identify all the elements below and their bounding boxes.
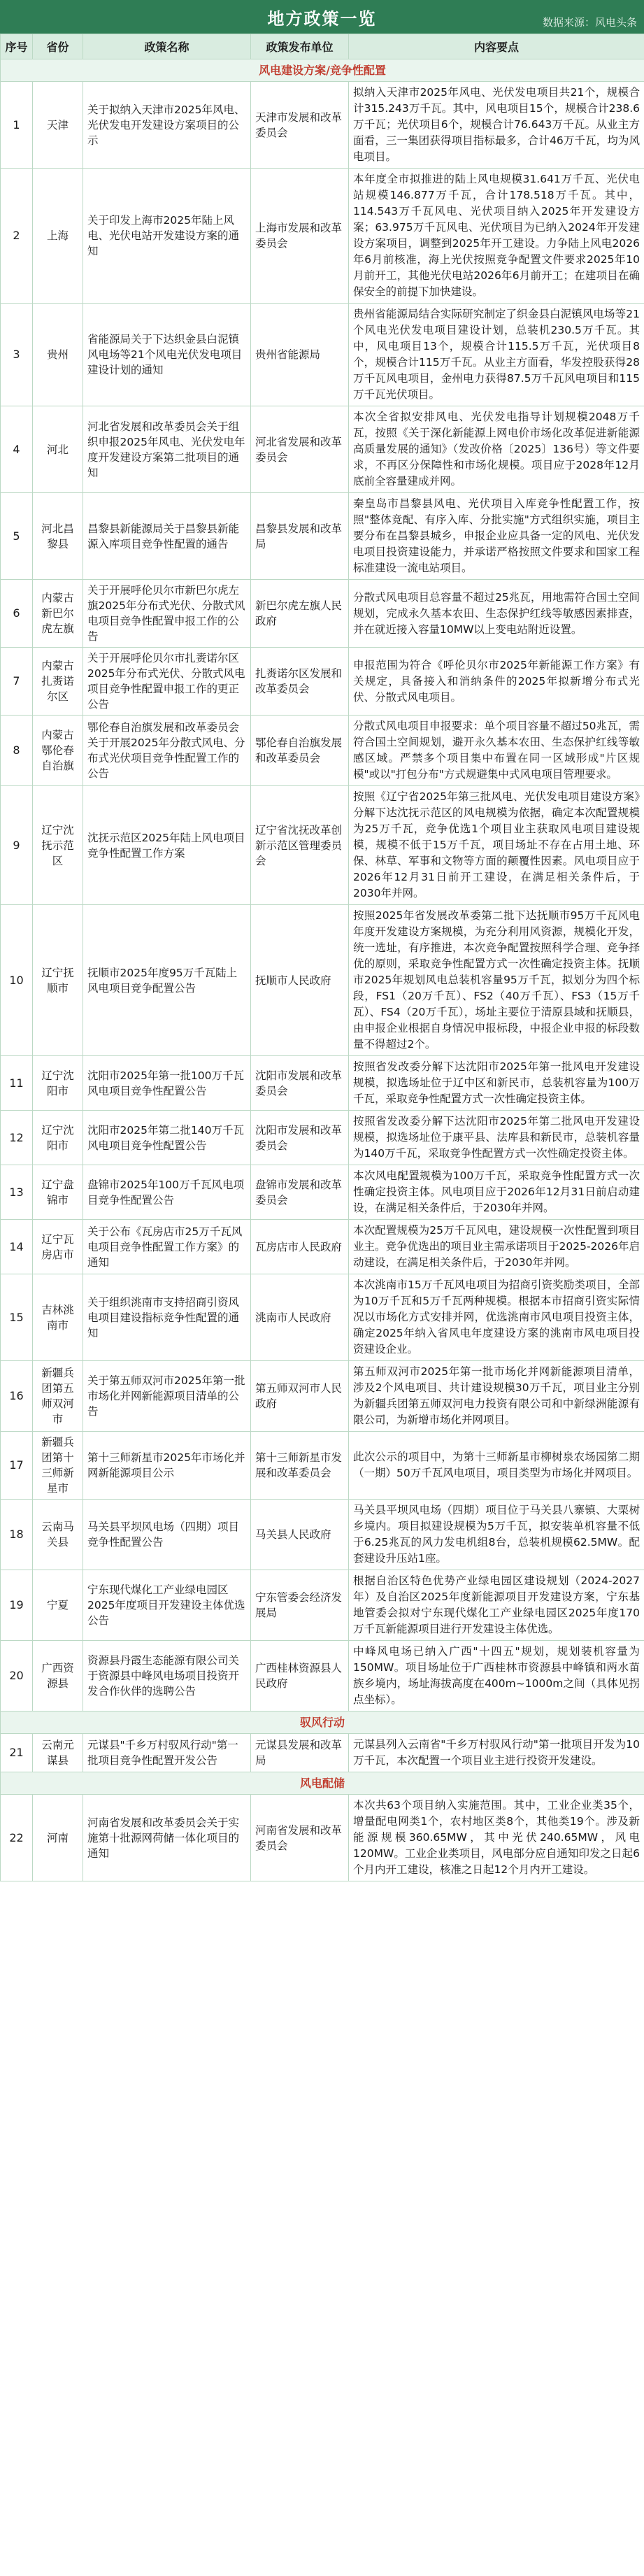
section-header-row [1, 59, 644, 82]
row-issuer: 河北省发展和改革委员会 [251, 406, 349, 493]
table-row [1, 1111, 644, 1165]
row-policy-name: 宁东现代煤化工产业绿电园区2025年度项目开发建设主体优选公告 [83, 1570, 251, 1641]
row-policy-name: 省能源局关于下达织金县白泥镇风电场等21个风电光伏发电项目建设计划的通知 [83, 304, 251, 406]
row-province: 辽宁沈抚示范区 [33, 786, 83, 905]
col-header-province: 省份 [33, 34, 83, 59]
table-row [1, 493, 644, 580]
row-number: 7 [1, 648, 33, 716]
row-content: 根据自治区特色优势产业绿电园区建设规划（2024-2027年）及自治区2025年度新能源项目开发建设方案，宁东基地管委会拟对宁东现代煤化工产业绿电园区2025年度170万千瓦新能源项目进行开发建设主体优选。 [349, 1570, 644, 1641]
table-row [1, 406, 644, 493]
col-header-policy-name: 政策名称 [83, 34, 251, 59]
row-issuer: 沈阳市发展和改革委员会 [251, 1111, 349, 1165]
row-issuer: 贵州省能源局 [251, 304, 349, 406]
row-policy-name: 关于第五师双河市2025年第一批市场化并网新能源项目清单的公告 [83, 1361, 251, 1432]
row-province: 内蒙古鄂伦春自治旗 [33, 716, 83, 786]
col-header-issuer: 政策发布单位 [251, 34, 349, 59]
row-number: 4 [1, 406, 33, 493]
row-province: 云南马关县 [33, 1500, 83, 1570]
row-province: 广西资源县 [33, 1641, 83, 1712]
policy-table [0, 34, 644, 1881]
row-content: 中峰风电场已纳入广西"十四五"规划，规划装机容量为150MW。项目场址位于广西桂林市资源县中峰镇和两水苗族乡境内，场址海拔高度在400m~1000m之间（具体见拐点坐标）。 [349, 1641, 644, 1712]
row-policy-name: 关于开展呼伦贝尔市新巴尔虎左旗2025年分布式光伏、分散式风电项目竞争性配置申报工作的公告 [83, 580, 251, 648]
row-issuer: 天津市发展和改革委员会 [251, 82, 349, 169]
row-policy-name: 鄂伦春自治旗发展和改革委员会关于开展2025年分散式风电、分布式光伏项目竞争性配置工作的公告 [83, 716, 251, 786]
row-issuer: 抚顺市人民政府 [251, 905, 349, 1056]
row-province: 内蒙古新巴尔虎左旗 [33, 580, 83, 648]
row-policy-name: 抚顺市2025年度95万千瓦陆上风电项目竞争配置公告 [83, 905, 251, 1056]
table-header-row [1, 34, 644, 59]
row-content: 本次洮南市15万千瓦风电项目为招商引资奖励类项目，全部为10万千瓦和5万千瓦两种规模。根据本市招商引资实际情况以市场化方式安排并网，优选洮南市风电项目投资主体，确定2025年纳入省风电年度建设方案的洮南市风电项目投资建设企业。 [349, 1274, 644, 1361]
row-province: 吉林洮南市 [33, 1274, 83, 1361]
row-issuer: 瓦房店市人民政府 [251, 1220, 349, 1274]
row-province: 新疆兵团第五师双河市 [33, 1361, 83, 1432]
col-header-no: 序号 [1, 34, 33, 59]
row-number: 22 [1, 1795, 33, 1881]
table-row [1, 1795, 644, 1881]
row-content: 本次共63个项目纳入实施范围。其中，工业企业类35个，增量配电网类1个，农村地区类8个，其他类19个。涉及新能源规模360.65MW，其中光伏240.65MW，风电120MW。工业企业类项目，风电部分应自通知印发之日起6个月内开工建设，核准之日起12个月内开工建设。 [349, 1795, 644, 1881]
section-header-row [1, 1712, 644, 1734]
row-content: 元谋县列入云南省"千乡万村驭风行动"第一批项目开发为10万千瓦，本次配置一个项目业主进行投资开发建设。 [349, 1734, 644, 1772]
row-province: 宁夏 [33, 1570, 83, 1641]
table-row [1, 580, 644, 648]
data-source: 数据来源：风电头条 [542, 16, 637, 29]
row-number: 18 [1, 1500, 33, 1570]
row-policy-name: 马关县平坝风电场（四期）项目竞争性配置公告 [83, 1500, 251, 1570]
row-number: 13 [1, 1165, 33, 1220]
row-province: 辽宁抚顺市 [33, 905, 83, 1056]
section-title: 风电配储 [1, 1772, 644, 1795]
col-header-content: 内容要点 [349, 34, 644, 59]
row-issuer: 第十三师新星市发展和改革委员会 [251, 1432, 349, 1500]
title-bar [0, 0, 644, 34]
row-province: 云南元谋县 [33, 1734, 83, 1772]
row-content: 按照省发改委分解下达沈阳市2025年第一批风电开发建设规模，拟选场址位于辽中区和新民市，总装机容量为100万千瓦，采取竞争性配置方式一次性确定投资主体。 [349, 1056, 644, 1111]
row-policy-name: 关于开展呼伦贝尔市扎赉诺尔区2025年分布式光伏、分散式风电项目竞争性配置申报工作的更正公告 [83, 648, 251, 716]
row-content: 本次配置规模为25万千瓦风电，建设规模一次性配置到项目业主。竞争优选出的项目业主需承诺项目于2025-2026年启动建设，在满足相关条件后，于2030年并网。 [349, 1220, 644, 1274]
row-issuer: 盘锦市发展和改革委员会 [251, 1165, 349, 1220]
row-policy-name: 河南省发展和改革委员会关于实施第十批源网荷储一体化项目的通知 [83, 1795, 251, 1881]
table-body [1, 59, 644, 1881]
page-title: 地方政策一览 [267, 8, 377, 29]
row-content: 分散式风电项目申报要求：单个项目容量不超过50兆瓦，需符合国土空间规划，避开永久基本农田、生态保护红线等敏感区域。严禁多个项目集中布置在同一区域形成"片区规模"或以"打包分布"方式规避集中式风电项目管理要求。 [349, 716, 644, 786]
section-title: 风电建设方案/竞争性配置 [1, 59, 644, 82]
row-issuer: 辽宁省沈抚改革创新示范区管理委员会 [251, 786, 349, 905]
row-policy-name: 关于公布《瓦房店市25万千瓦风电项目竞争性配置工作方案》的通知 [83, 1220, 251, 1274]
row-issuer: 马关县人民政府 [251, 1500, 349, 1570]
row-number: 2 [1, 169, 33, 304]
table-row [1, 1056, 644, 1111]
row-number: 15 [1, 1274, 33, 1361]
row-issuer: 河南省发展和改革委员会 [251, 1795, 349, 1881]
row-issuer: 元谋县发展和改革局 [251, 1734, 349, 1772]
row-province: 辽宁瓦房店市 [33, 1220, 83, 1274]
row-content: 按照省发改委分解下达沈阳市2025年第二批风电开发建设规模，拟选场址位于康平县、法库县和新民市，总装机容量为140万千瓦，采取竞争性配置方式一次性确定投资主体。 [349, 1111, 644, 1165]
row-province: 辽宁盘锦市 [33, 1165, 83, 1220]
row-content: 秦皇岛市昌黎县风电、光伏项目入库竞争性配置工作，按照"整体竞配、有序入库、分批实施"方式组织实施，项目主要分布在昌黎县城乡，申报企业应具备一定的风电、光伏发电项目投资建设能力，并承诺严格按照文件要求和国家工程标准建设一流电站项目。 [349, 493, 644, 580]
row-issuer: 沈阳市发展和改革委员会 [251, 1056, 349, 1111]
row-province: 新疆兵团第十三师新星市 [33, 1432, 83, 1500]
row-content: 贵州省能源局结合实际研究制定了织金县白泥镇风电场等21个风电光伏发电项目建设计划，总装机230.5万千瓦。其中，风电项目13个，规模合计115.5万千瓦，光伏项目8个，规模合计115万千瓦。从业主方面看，华发控股获得28万千瓦风电项目，金州电力获得87.5万千瓦风电项目和115万千瓦光伏项目。 [349, 304, 644, 406]
table-row [1, 1500, 644, 1570]
row-policy-name: 关于拟纳入天津市2025年风电、光伏发电开发建设方案项目的公示 [83, 82, 251, 169]
row-issuer: 洮南市人民政府 [251, 1274, 349, 1361]
row-content: 拟纳入天津市2025年风电、光伏发电项目共21个，规模合计315.243万千瓦。其中，风电项目15个，规模合计238.6万千瓦；光伏项目6个，规模合计76.643万千瓦。从业主方面看，三一集团获得项目指标最多，合计46万千瓦，均为风电项目。 [349, 82, 644, 169]
table-row [1, 169, 644, 304]
row-policy-name: 关于印发上海市2025年陆上风电、光伏电站开发建设方案的通知 [83, 169, 251, 304]
row-number: 21 [1, 1734, 33, 1772]
row-content: 本次全省拟安排风电、光伏发电指导计划规模2048万千瓦，按照《关于深化新能源上网电价市场化改革促进新能源高质量发展的通知》（发改价格〔2025〕136号）等文件要求，不再区分保障性和市场化规模。项目应于2028年12月底前全容量建成并网。 [349, 406, 644, 493]
table-row [1, 1361, 644, 1432]
table-row [1, 905, 644, 1056]
row-content: 本次风电配置规模为100万千瓦，采取竞争性配置方式一次性确定投资主体。风电项目应于2026年12月31日前启动建设，在满足相关条件后，于2030年并网。 [349, 1165, 644, 1220]
row-issuer: 鄂伦春自治旗发展和改革委员会 [251, 716, 349, 786]
row-policy-name: 沈抚示范区2025年陆上风电项目竞争性配置工作方案 [83, 786, 251, 905]
row-number: 8 [1, 716, 33, 786]
table-row [1, 1274, 644, 1361]
row-number: 17 [1, 1432, 33, 1500]
row-policy-name: 盘锦市2025年100万千瓦风电项目竞争性配置公告 [83, 1165, 251, 1220]
row-number: 3 [1, 304, 33, 406]
row-number: 9 [1, 786, 33, 905]
row-content: 按照2025年省发展改革委第二批下达抚顺市95万千瓦风电年度开发建设方案规模，为充分利用风资源，规模化开发，统一选址，有序推进，本次竞争配置按照科学合理、竞争择优的原则，采取竞争性配置方式一次性确定投资主体。抚顺市2025年规划风电总装机容量95万千瓦，拟划分为四个标段，FS1（20万千瓦）、FS2（40万千瓦）、FS3（15万千瓦）、FS4（20万千瓦），场址主要位于清原县域和抚顺县，由申报企业根据自身情况申报标段，中报企业申报的标段数量不得超过2个。 [349, 905, 644, 1056]
row-province: 河北昌黎县 [33, 493, 83, 580]
row-content: 按照《辽宁省2025年第三批风电、光伏发电项目建设方案》分解下达沈抚示范区的风电规模为依据，确定本次配置规模为25万千瓦，竞争优选1个项目业主获取风电项目建设规模，规模不低于15万千瓦，项目场址不存在占用土地、环保、林草、军事和文物等方面的颠覆性因素。风电项目应于2026年12月31日前开工建设，在满足相关条件后，于2030年并网。 [349, 786, 644, 905]
row-content: 申报范围为符合《呼伦贝尔市2025年新能源工作方案》有关规定，具备接入和消纳条件的2025年拟新增分布式光伏、分散式风电项目。 [349, 648, 644, 716]
row-number: 14 [1, 1220, 33, 1274]
row-content: 本年度全市拟推进的陆上风电规模31.641万千瓦、光伏电站规模146.877万千瓦，合计178.518万千瓦。其中，114.543万千瓦风电、光伏项目纳入2025年开发建设方案；63.975万千瓦风电、光伏项目为已纳入2024年开发建设方案项目，调整到2025年开工建设。力争陆上风电2026年6月前核准，海上光伏按照竞争配置文件要求2025年10月前开工，其他光伏电站2026年6月前开工；在建项目在确保安全的前提下加快建设。 [349, 169, 644, 304]
row-issuer: 第五师双河市人民政府 [251, 1361, 349, 1432]
row-policy-name: 元谋县"千乡万村驭风行动"第一批项目竞争性配置开发公告 [83, 1734, 251, 1772]
row-province: 内蒙古扎赉诺尔区 [33, 648, 83, 716]
row-content: 此次公示的项目中，为第十三师新星市柳树泉农场园第二期（一期）50万千瓦风电项目，项目类型为市场化并网项目。 [349, 1432, 644, 1500]
table-row [1, 1432, 644, 1500]
row-policy-name: 资源县丹霞生态能源有限公司关于资源县中峰风电场项目投资开发合作伙伴的选聘公告 [83, 1641, 251, 1712]
row-number: 6 [1, 580, 33, 648]
row-policy-name: 河北省发展和改革委员会关于组织申报2025年风电、光伏发电年度开发建设方案第二批项目的通知 [83, 406, 251, 493]
row-number: 5 [1, 493, 33, 580]
section-title: 驭风行动 [1, 1712, 644, 1734]
row-policy-name: 昌黎县新能源局关于昌黎县新能源入库项目竞争性配置的通告 [83, 493, 251, 580]
table-row [1, 82, 644, 169]
row-issuer: 新巴尔虎左旗人民政府 [251, 580, 349, 648]
row-province: 辽宁沈阳市 [33, 1056, 83, 1111]
row-province: 辽宁沈阳市 [33, 1111, 83, 1165]
row-policy-name: 关于组织洮南市支持招商引资风电项目建设指标竞争性配置的通知 [83, 1274, 251, 1361]
row-number: 1 [1, 82, 33, 169]
row-content: 马关县平坝风电场（四期）项目位于马关县八寨镇、大栗树乡境内。项目拟建设规模为5万千瓦，拟安装单机容量不低于6.25兆瓦的风力发电机组8台，总装机规模62.5MW。配套建设升压站1座。 [349, 1500, 644, 1570]
section-header-row [1, 1772, 644, 1795]
row-policy-name: 第十三师新星市2025年市场化并网新能源项目公示 [83, 1432, 251, 1500]
row-policy-name: 沈阳市2025年第一批100万千瓦风电项目竞争性配置公告 [83, 1056, 251, 1111]
table-row [1, 304, 644, 406]
row-issuer: 广西桂林资源县人民政府 [251, 1641, 349, 1712]
table-row [1, 1734, 644, 1772]
row-number: 11 [1, 1056, 33, 1111]
table-row [1, 1220, 644, 1274]
table-row [1, 648, 644, 716]
row-content: 第五师双河市2025年第一批市场化并网新能源项目清单，涉及2个风电项目、共计建设规模30万千瓦，项目业主分别为新疆兵团第五师双河电力投资有限公司和中新绿洲能源有限公司，为新增市场化并网项目。 [349, 1361, 644, 1432]
table-row [1, 786, 644, 905]
row-content: 分散式风电项目总容量不超过25兆瓦，用地需符合国土空间规划，完成永久基本农田、生态保护红线等敏感因素排查，并在就近接入容量10MW以上变电站附近设置。 [349, 580, 644, 648]
table-row [1, 1570, 644, 1641]
table-row [1, 716, 644, 786]
row-number: 16 [1, 1361, 33, 1432]
row-issuer: 上海市发展和改革委员会 [251, 169, 349, 304]
table-row [1, 1641, 644, 1712]
row-province: 河南 [33, 1795, 83, 1881]
row-policy-name: 沈阳市2025年第二批140万千瓦风电项目竞争性配置公告 [83, 1111, 251, 1165]
row-issuer: 扎赉诺尔区发展和改革委员会 [251, 648, 349, 716]
row-province: 河北 [33, 406, 83, 493]
table-row [1, 1165, 644, 1220]
row-number: 19 [1, 1570, 33, 1641]
row-issuer: 昌黎县发展和改革局 [251, 493, 349, 580]
row-issuer: 宁东管委会经济发展局 [251, 1570, 349, 1641]
row-province: 贵州 [33, 304, 83, 406]
row-province: 天津 [33, 82, 83, 169]
row-province: 上海 [33, 169, 83, 304]
row-number: 12 [1, 1111, 33, 1165]
row-number: 10 [1, 905, 33, 1056]
row-number: 20 [1, 1641, 33, 1712]
